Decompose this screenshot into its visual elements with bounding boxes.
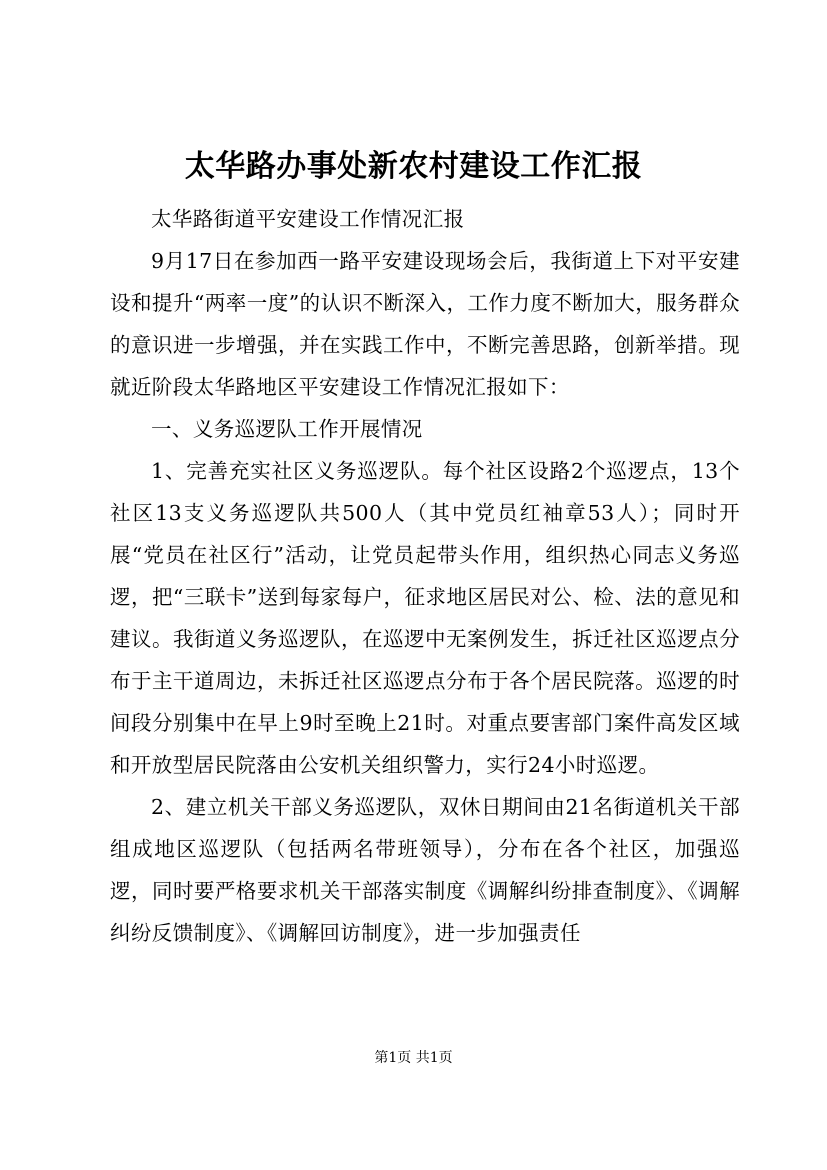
paragraph-item-2: 2、建立机关干部义务巡逻队，双休日期间由21名街道机关干部组成地区巡逻队（包括两名带班领导），分布在各个社区，加强巡逻，同时要严格要求机关干部落实制度《调解纠纷排查制度》、《调解纠纷反馈制度》、《调解回访制度》，进一步加强责任 <box>110 795 740 945</box>
document-title: 太华路办事处新农村建设工作汇报 <box>184 149 643 184</box>
page-footer: 第1页 共1页 <box>374 1050 453 1066</box>
section-subtitle: 太华路街道平安建设工作情况汇报 <box>151 207 465 231</box>
section-heading: 一、义务巡逻队工作开展情况 <box>151 417 423 441</box>
paragraph-item-1: 1、完善充实社区义务巡逻队。每个社区设路2个巡逻点，13个社区13支义务巡逻队共500人（其中党员红袖章53人）；同时开展“党员在社区行”活动，让党员起带头作用，组织热心同志义务巡逻，把“三联卡”送到每家每户，征求地区居民对公、检、法的意见和建议。我街道义务巡逻队，在巡逻中无案例发生，拆迁社区巡逻点分布于主干道周边，未拆迁社区巡逻点分布于各个居民院落。巡逻的时间段分别集中在早上9时至晚上21时。对重点要害部门案件高发区域和开放型居民院落由公安机关组织警力，实行24小时巡逻。 <box>110 459 740 777</box>
document-body <box>110 198 740 954</box>
paragraph-intro: 9月17日在参加西一路平安建设现场会后，我街道上下对平安建设和提升“两率一度”的认识不断深入，工作力度不断加大，服务群众的意识进一步增强，并在实践工作中，不断完善思路，创新举措。现就近阶段太华路地区平安建设工作情况汇报如下： <box>110 249 740 399</box>
